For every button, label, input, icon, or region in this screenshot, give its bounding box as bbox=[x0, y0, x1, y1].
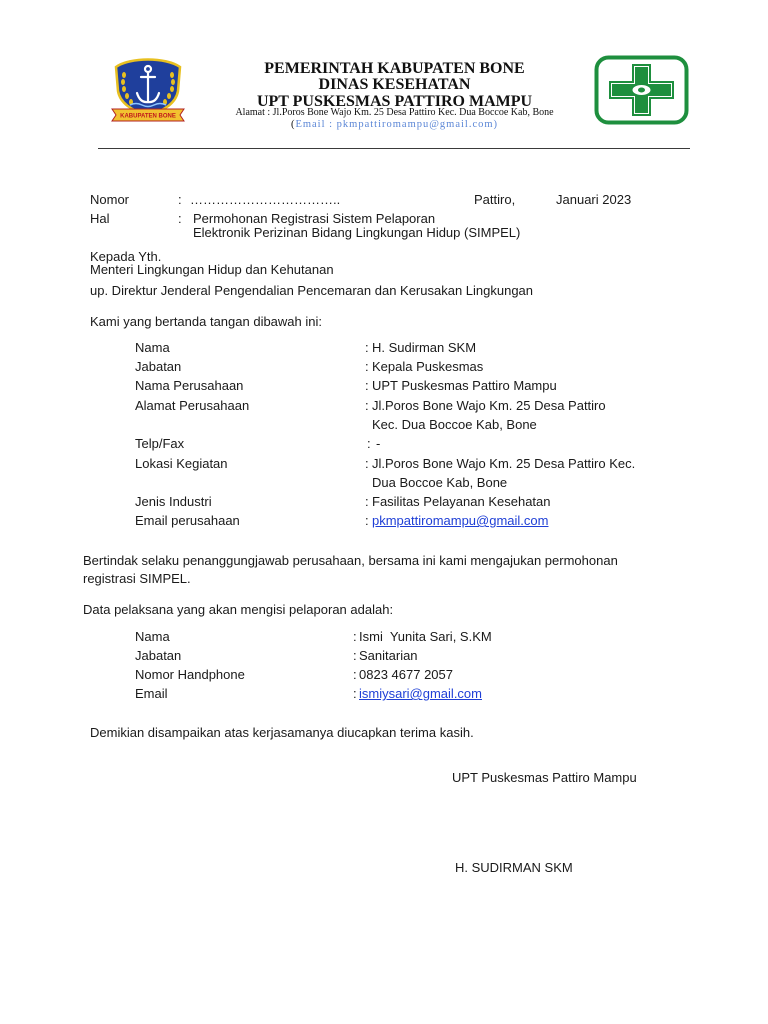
intro-text: Kami yang bertanda tangan dibawah ini: bbox=[90, 314, 322, 329]
applicant-label: Alamat Perusahaan bbox=[135, 398, 250, 413]
operator-value: Ismi Yunita Sari, S.KM bbox=[359, 629, 492, 644]
operator-row bbox=[0, 686, 768, 702]
operator-label: Nama bbox=[135, 629, 170, 644]
operator-label: Jabatan bbox=[135, 648, 182, 663]
applicant-value: Jl.Poros Bone Wajo Km. 25 Desa Pattiro bbox=[372, 398, 606, 413]
signature-name: H. SUDIRMAN SKM bbox=[455, 860, 573, 875]
applicant-separator: : bbox=[365, 494, 369, 509]
operator-row bbox=[0, 648, 768, 664]
applicant-row bbox=[0, 494, 768, 510]
applicant-separator: : bbox=[367, 436, 371, 451]
letter-place: Pattiro, bbox=[474, 192, 516, 207]
applicant-value: Jl.Poros Bone Wajo Km. 25 Desa Pattiro Kec. bbox=[372, 456, 636, 471]
applicant-row bbox=[0, 340, 768, 356]
applicant-value-cont: Dua Boccoe Kab, Bone bbox=[372, 475, 508, 490]
recipient-attention-row bbox=[0, 283, 768, 299]
applicant-row bbox=[0, 456, 768, 472]
operator-email-link[interactable]: ismiysari@gmail.com bbox=[359, 686, 482, 701]
hal-line-1: Permohonan Registrasi Sistem Pelaporan bbox=[193, 211, 436, 226]
applicant-separator: : bbox=[365, 398, 369, 413]
nomor-separator: : bbox=[178, 192, 182, 207]
applicant-separator: : bbox=[365, 340, 369, 355]
header-email: Email : pkmpattiromampu@gmail.com) bbox=[295, 119, 499, 130]
puskesmas-cross-logo-icon bbox=[594, 55, 689, 125]
applicant-value: UPT Puskesmas Pattiro Mampu bbox=[372, 378, 557, 393]
header-title-line3: UPT PUSKESMAS PATTIRO MAMPU bbox=[256, 93, 533, 110]
operator-separator: : bbox=[353, 629, 357, 644]
hal-row-cont bbox=[0, 225, 768, 241]
closing-row bbox=[0, 725, 768, 741]
operator-row bbox=[0, 667, 768, 683]
recipient-name-row bbox=[0, 262, 768, 278]
hal-line-2: Elektronik Perizinan Bidang Lingkungan Hidup (SIMPEL) bbox=[193, 225, 521, 240]
recipient-name: Menteri Lingkungan Hidup dan Kehutanan bbox=[90, 262, 334, 277]
applicant-label: Nama Perusahaan bbox=[135, 378, 244, 393]
company-email-link[interactable]: pkmpattiromampu@gmail.com bbox=[372, 513, 549, 528]
statement-line-2: registrasi SIMPEL. bbox=[83, 571, 191, 586]
signature-name-row bbox=[0, 860, 768, 876]
applicant-row bbox=[0, 513, 768, 529]
applicant-row bbox=[0, 359, 768, 375]
statement-row bbox=[0, 553, 768, 569]
operator-separator: : bbox=[353, 648, 357, 663]
header-email-line bbox=[200, 119, 589, 131]
operator-row bbox=[0, 629, 768, 645]
applicant-separator: : bbox=[365, 456, 369, 471]
recipient-greeting: Kepada Yth. bbox=[90, 249, 162, 264]
header-title-line1: PEMERINTAH KABUPATEN BONE bbox=[264, 60, 525, 77]
puskesmas-logo-svg bbox=[594, 55, 689, 125]
operator-separator: : bbox=[353, 686, 357, 701]
nomor-row bbox=[0, 192, 768, 208]
signature-org: UPT Puskesmas Pattiro Mampu bbox=[452, 770, 637, 785]
operator-intro: Data pelaksana yang akan mengisi pelaporan adalah: bbox=[83, 602, 394, 617]
applicant-row bbox=[0, 436, 768, 452]
intro-row bbox=[0, 314, 768, 330]
operator-value: Sanitarian bbox=[359, 648, 418, 663]
applicant-separator: : bbox=[365, 359, 369, 374]
applicant-value-cont: Kec. Dua Boccoe Kab, Bone bbox=[372, 417, 537, 432]
applicant-label: Nama bbox=[135, 340, 170, 355]
nomor-value: …………………………….. bbox=[190, 192, 341, 207]
emblem-ribbon-text: KABUPATEN BONE bbox=[120, 113, 176, 120]
applicant-row-cont bbox=[0, 417, 768, 433]
header-title-line2: DINAS KESEHATAN bbox=[318, 76, 471, 93]
statement-row bbox=[0, 571, 768, 587]
applicant-value: Kepala Puskesmas bbox=[372, 359, 484, 374]
applicant-row-cont bbox=[0, 475, 768, 491]
hal-separator: : bbox=[178, 211, 182, 226]
header-address: Alamat : Jl.Poros Bone Wajo Km. 25 Desa Pattiro Kec. Dua Boccoe Kab, Bone bbox=[235, 107, 554, 118]
operator-intro-row bbox=[0, 602, 768, 618]
applicant-row bbox=[0, 378, 768, 394]
closing-text: Demikian disampaikan atas kerjasamanya diucapkan terima kasih. bbox=[90, 725, 474, 740]
applicant-label: Telp/Fax bbox=[135, 436, 185, 451]
emblem-svg bbox=[110, 55, 186, 123]
kabupaten-bone-emblem-icon bbox=[110, 55, 186, 123]
applicant-separator: : bbox=[365, 378, 369, 393]
applicant-label: Lokasi Kegiatan bbox=[135, 456, 228, 471]
header-email-open-paren: ( bbox=[290, 119, 296, 130]
applicant-row bbox=[0, 398, 768, 414]
signature-org-row bbox=[0, 770, 768, 786]
applicant-separator: : bbox=[365, 513, 369, 528]
applicant-label: Email perusahaan bbox=[135, 513, 240, 528]
applicant-label: Jenis Industri bbox=[135, 494, 212, 509]
nomor-label: Nomor bbox=[90, 192, 130, 207]
statement-line-1: Bertindak selaku penanggungjawab perusahaan, bersama ini kami mengajukan permohonan bbox=[83, 553, 618, 568]
header-divider bbox=[98, 148, 690, 149]
letter-date: Januari 2023 bbox=[556, 192, 632, 207]
operator-label: Nomor Handphone bbox=[135, 667, 245, 682]
operator-separator: : bbox=[353, 667, 357, 682]
operator-value: 0823 4677 2057 bbox=[359, 667, 453, 682]
operator-label: Email bbox=[135, 686, 168, 701]
recipient-attention: up. Direktur Jenderal Pengendalian Pencemaran dan Kerusakan Lingkungan bbox=[90, 283, 534, 298]
applicant-label: Jabatan bbox=[135, 359, 182, 374]
applicant-value: - bbox=[376, 436, 381, 451]
puskesmas-logo-center-dot bbox=[638, 88, 645, 93]
applicant-value: H. Sudirman SKM bbox=[372, 340, 477, 355]
hal-label: Hal bbox=[90, 211, 110, 226]
applicant-value: Fasilitas Pelayanan Kesehatan bbox=[372, 494, 551, 509]
